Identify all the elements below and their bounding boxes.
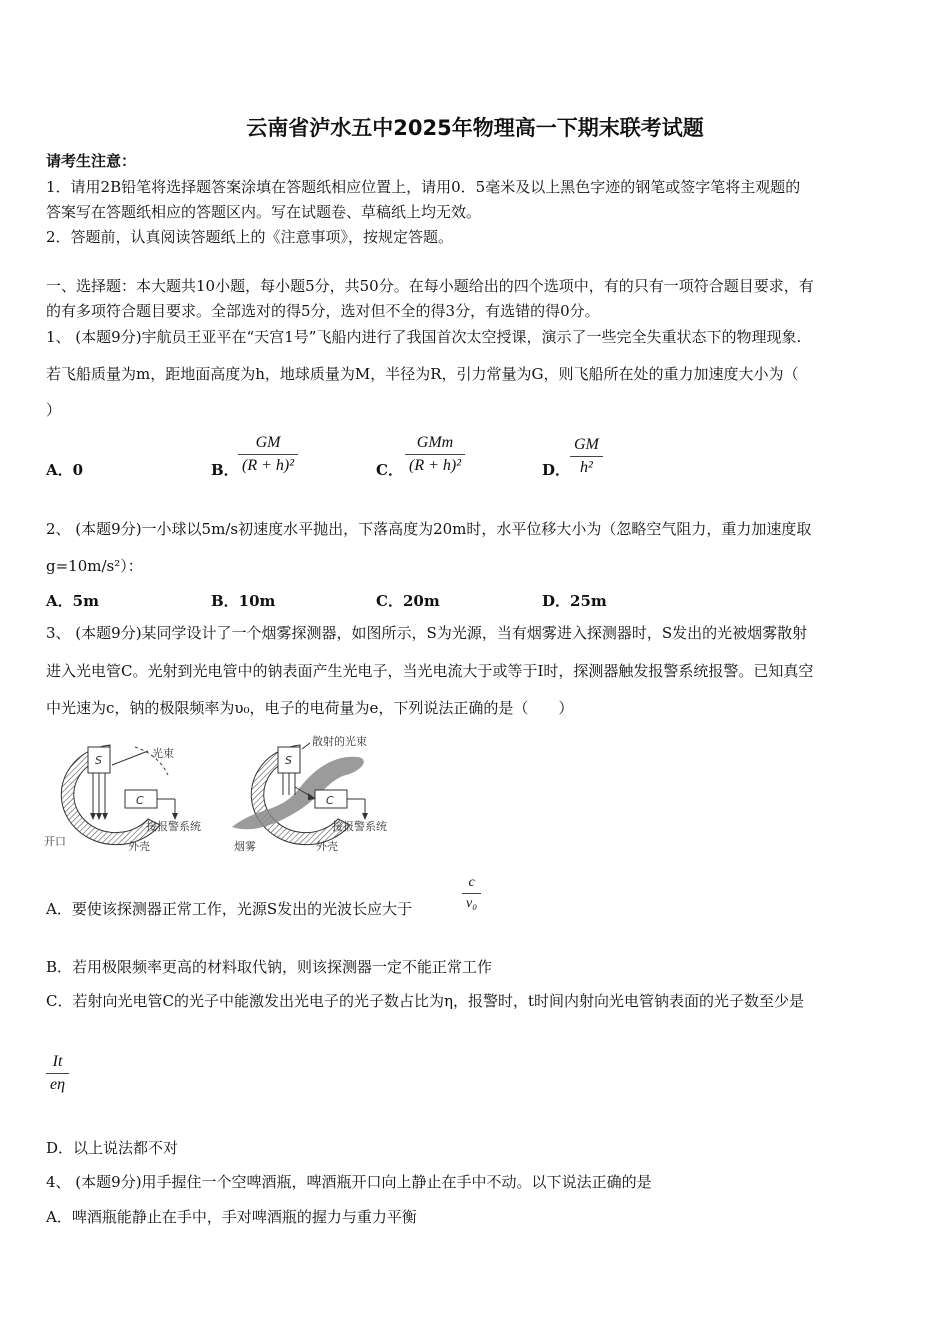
q3-option-c-formula (46, 1053, 69, 1094)
q1-option-c-formula (405, 434, 465, 475)
q4-option-a: A．啤酒瓶能静止在手中，手对啤酒瓶的握力与重力平衡 (46, 1208, 417, 1226)
q1-option-c-denominator: (R + h)² (409, 457, 462, 474)
q3-option-c-denominator: eη (50, 1076, 66, 1093)
section-instructions-2: 的有多项符合题目要求。全部选对的得5分，选对但不全的得3分，有选错的得0分。 (46, 302, 600, 320)
q3-option-c-numerator: It (52, 1053, 63, 1070)
q1-option-d-denominator: h² (580, 459, 593, 476)
q3-option-a-denominator: v₀ (466, 896, 478, 911)
q2-option-d: D．25m (542, 592, 607, 610)
right-tube-label: C (326, 794, 334, 807)
left-source-label: S (95, 754, 102, 767)
q1-option-d-label: D． (542, 461, 571, 479)
q3-option-d: D．以上说法都不对 (46, 1139, 179, 1157)
q1-option-b-label: B． (211, 461, 239, 479)
left-shell-label: 外壳 (128, 840, 150, 853)
q1-option-c-numerator: GMm (416, 434, 454, 451)
left-detector-diagram (44, 745, 201, 853)
q1-stem-3: ） (46, 401, 62, 419)
q1-option-d-formula (570, 436, 603, 477)
left-beam-label: 光束 (152, 747, 174, 760)
notice-heading: 请考生注意： (46, 152, 137, 170)
q3-option-a: A．要使该探测器正常工作，光源S发出的光波长应大于 (46, 900, 413, 918)
q1-stem-2: 若飞船质量为m，距地面高度为h，地球质量为M，半径为R，引力常量为G，则飞船所在处的重力加速度大小为（ (46, 365, 799, 383)
smoke-detector-figure (40, 735, 420, 857)
q2-option-c: C．20m (376, 592, 440, 610)
page-title: 云南省泸水五中2025年物理高一下期末联考试题 (246, 116, 704, 140)
right-shell-label: 外壳 (316, 840, 338, 853)
q2-stem-1: 2、 (本题9分)一小球以5m/s初速度水平抛出，下落高度为20m时，水平位移大小为（忽略空气阻力，重力加速度取 (46, 520, 812, 538)
section-instructions-1: 一、选择题：本大题共10小题，每小题5分，共50分。在每小题给出的四个选项中，有的只有一项符合题目要求，有 (46, 277, 814, 295)
q4-stem: 4、 (本题9分)用手握住一个空啤酒瓶，啤酒瓶开口向上静止在手中不动。以下说法正确的是 (46, 1173, 652, 1191)
q1-option-a-text: 0 (72, 461, 84, 479)
right-beam-label: 散射的光束 (312, 735, 367, 748)
right-source-label: S (285, 754, 292, 767)
notice-line-3: 2．答题前，认真阅读答题纸上的《注意事项》，按规定答题。 (46, 228, 454, 246)
q3-option-c: C．若射向光电管C的光子中能激发出光电子的光子数占比为η，报警时，t时间内射向光电管钠表面的光子数至少是 (46, 992, 804, 1010)
q2-stem-2: g=10m/s²）： (46, 557, 143, 575)
q3-stem-1: 3、 (本题9分)某同学设计了一个烟雾探测器，如图所示，S为光源，当有烟雾进入探测器时，S发出的光被烟雾散射 (46, 624, 808, 642)
q1-option-c-label: C． (376, 461, 403, 479)
q1-option-b-formula (238, 434, 298, 475)
right-alarm-label: 接报警系统 (332, 820, 387, 833)
q1-option-a-label: A． (46, 461, 73, 479)
q1-option-b-denominator: (R + h)² (242, 457, 295, 474)
q3-stem-2: 进入光电管C。光射到光电管中的钠表面产生光电子，当光电流大于或等于I时，探测器触发报警系统报警。已知真空 (46, 662, 814, 680)
q1-option-b-numerator: GM (255, 434, 281, 451)
left-tube-label: C (136, 794, 144, 807)
left-alarm-label: 接报警系统 (146, 820, 201, 833)
q3-option-a-formula (462, 875, 481, 912)
q3-option-a-numerator: c (468, 875, 475, 890)
q1-option-d-numerator: GM (574, 436, 599, 453)
notice-line-1: 1．请用2B铅笔将选择题答案涂填在答题纸相应位置上，请用0．5毫米及以上黑色字迹的钢笔或签字笔将主观题的 (46, 178, 801, 196)
q3-stem-3: 中光速为c，钠的极限频率为υ₀，电子的电荷量为e，下列说法正确的是（ ） (46, 699, 574, 717)
q3-option-b: B．若用极限频率更高的材料取代钠，则该探测器一定不能正常工作 (46, 958, 493, 976)
right-detector-diagram (232, 735, 387, 853)
q2-option-a: A．5m (46, 592, 99, 610)
q1-option-a (46, 459, 83, 480)
left-opening-label: 开口 (44, 835, 66, 848)
right-smoke-label: 烟雾 (234, 840, 256, 853)
q2-option-b: B．10m (211, 592, 276, 610)
notice-line-2: 答案写在答题纸相应的答题区内。写在试题卷、草稿纸上均无效。 (46, 203, 482, 221)
q1-stem-1: 1、 (本题9分)宇航员王亚平在“天宫1号”飞船内进行了我国首次太空授课，演示了一些完全失重状态下的物理现象. (46, 328, 802, 346)
